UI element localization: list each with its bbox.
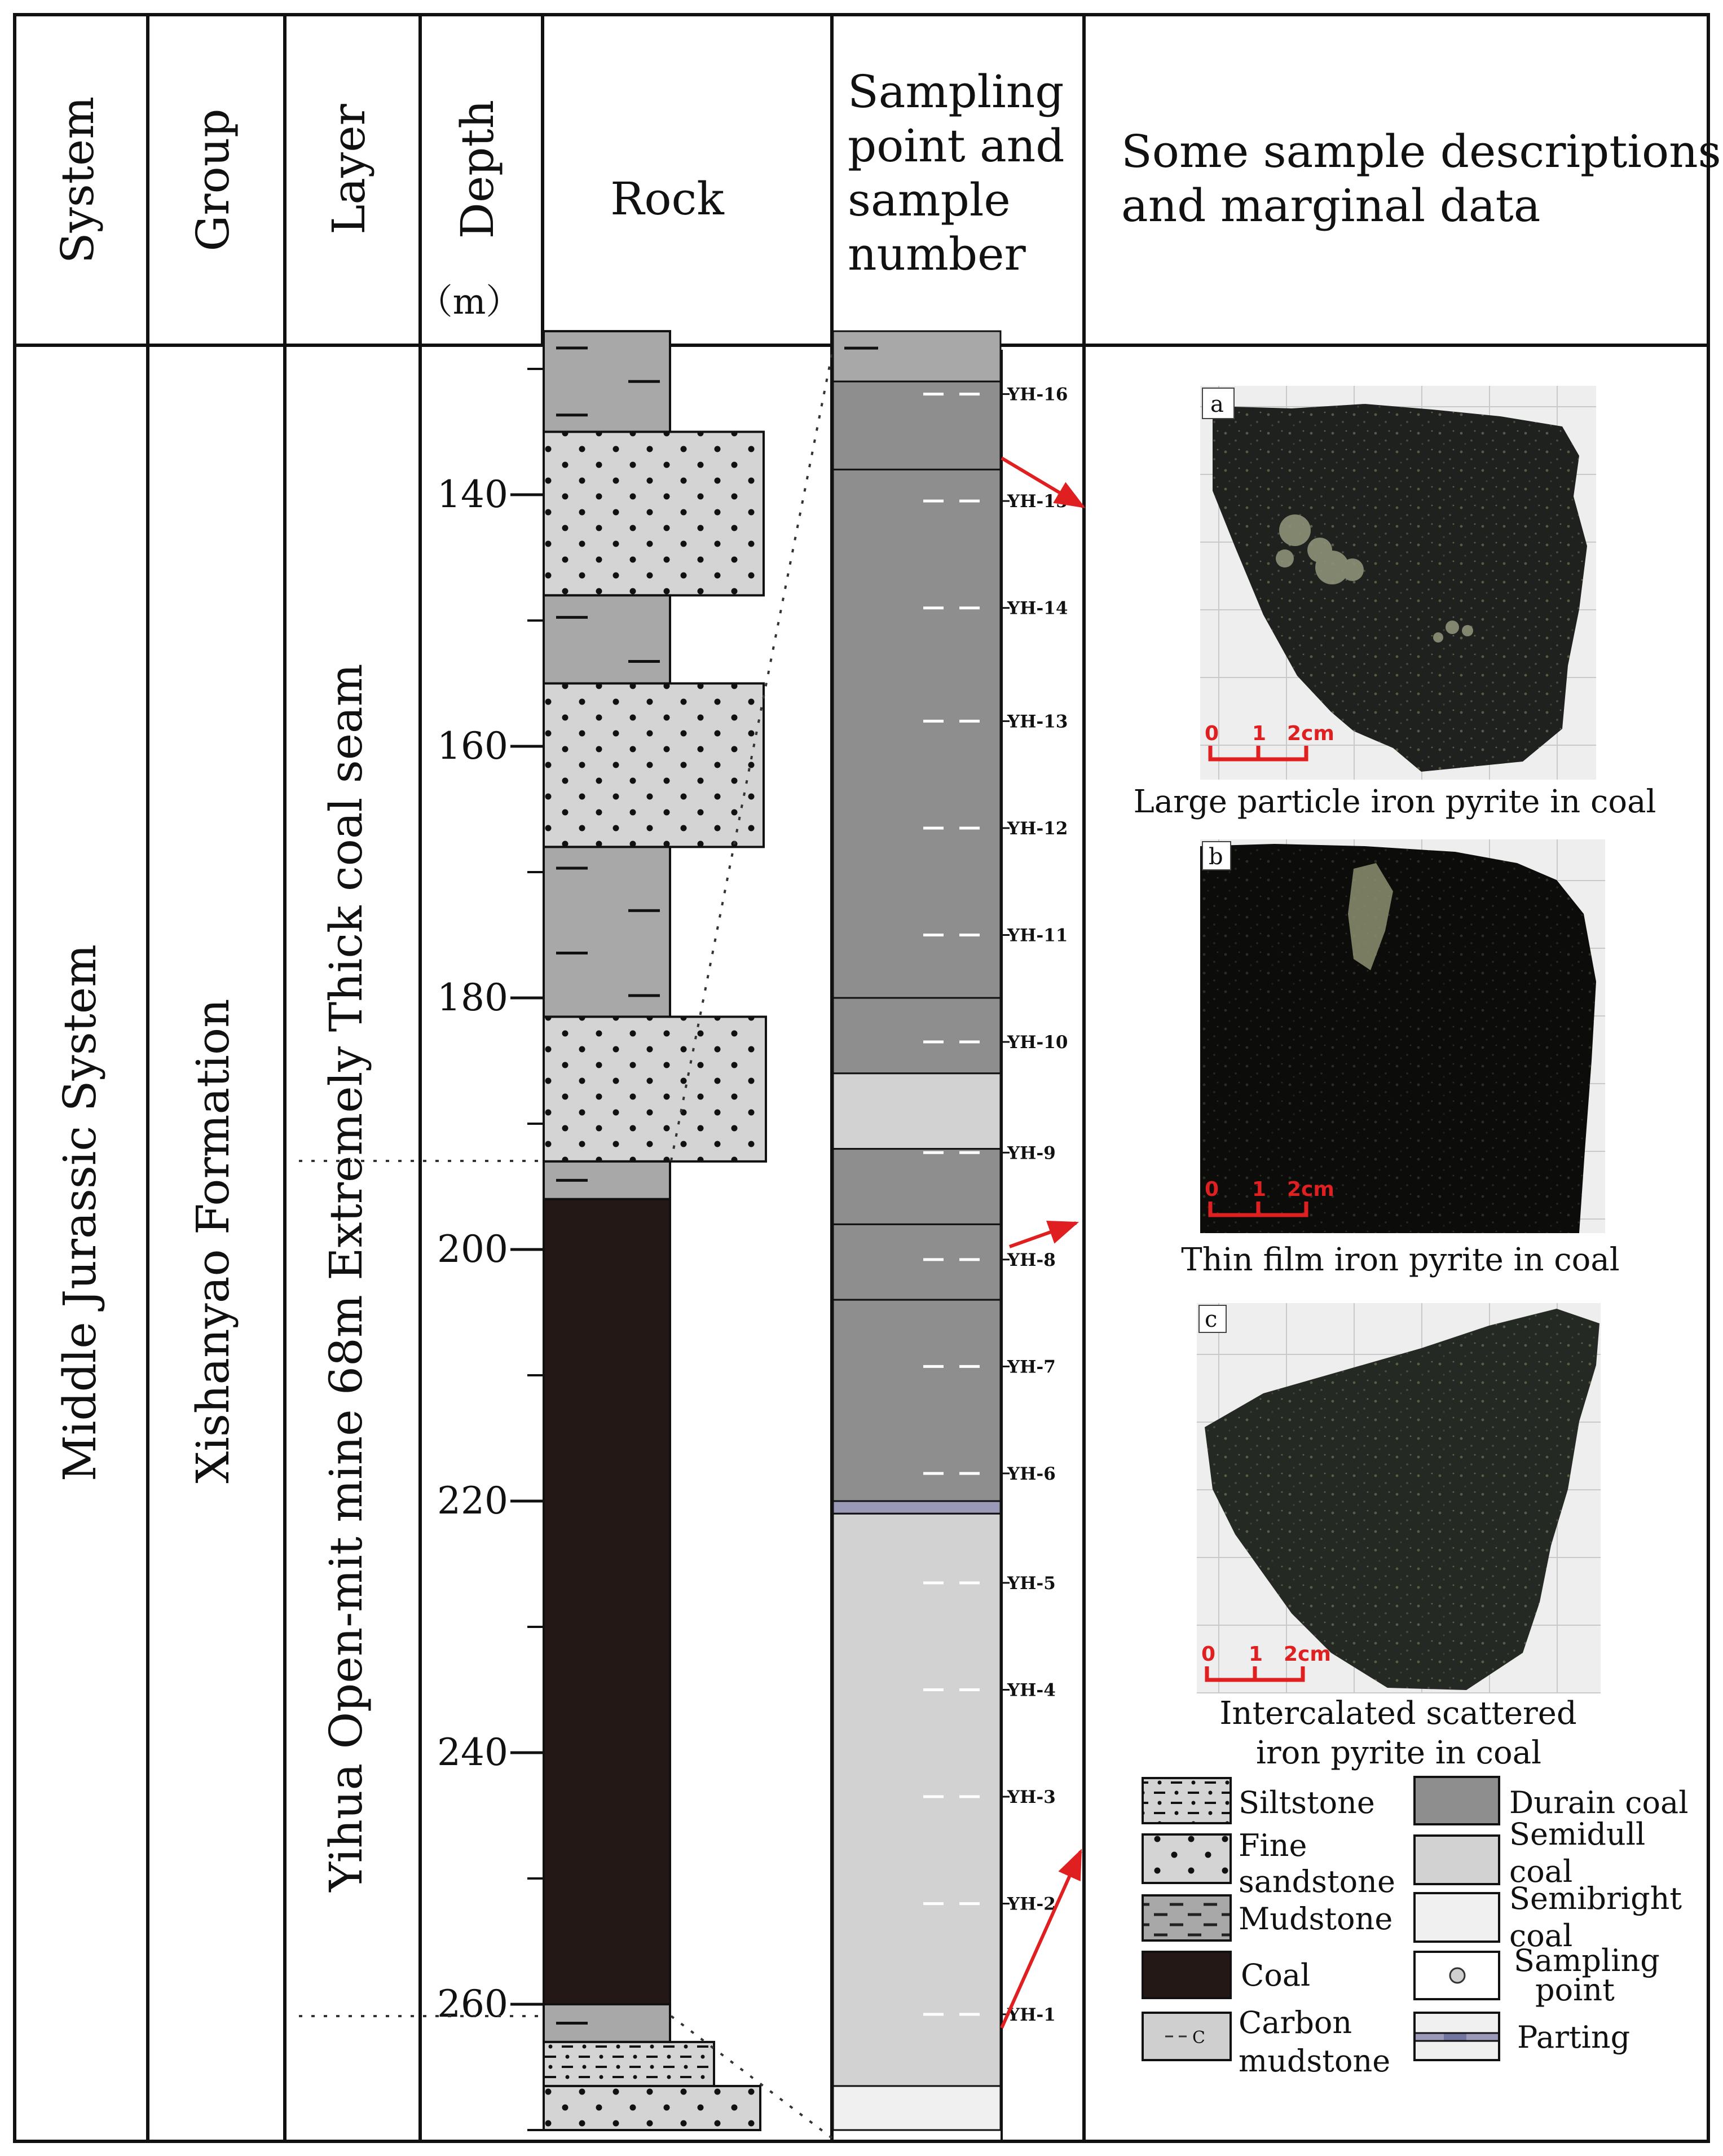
sample-label: YH-16 [1007, 384, 1068, 405]
photo-letter: b [1209, 844, 1223, 870]
photo-c [1197, 1303, 1601, 1693]
coal-layer-durain [833, 469, 1001, 998]
rock-layer-fine-sandstone [544, 684, 764, 847]
legend-swatch-mudstone [1143, 1895, 1231, 1941]
sample-label: YH-1 [1007, 2004, 1056, 2025]
legend-label-line: sandstone [1239, 1864, 1395, 1899]
rock-layer-coal [544, 1199, 670, 2004]
rock-layer-fine-sandstone [544, 1017, 766, 1161]
depth-axis [437, 369, 544, 2130]
scale-label: 1 [1252, 1178, 1267, 1201]
sample-label: YH-7 [1007, 1357, 1056, 1378]
photo-letter: a [1210, 391, 1224, 417]
depth-tick-label: 200 [437, 1227, 508, 1271]
sample-label: YH-5 [1007, 1573, 1056, 1594]
legend-swatch-coal [1143, 1952, 1231, 1998]
scale-label: 2cm [1287, 1178, 1334, 1201]
header-depth: Depth [451, 99, 504, 239]
depth-tick-label: 140 [437, 473, 508, 516]
scale-label: 0 [1205, 722, 1219, 745]
legend-label-sampling-point [1514, 1943, 1669, 2008]
scale-label: 2cm [1284, 1643, 1331, 1666]
legend-label-line: Carbon [1239, 2005, 1352, 2040]
sample-label: YH-3 [1007, 1787, 1056, 1808]
layer-label: Yihua Open-mit mine 68m Extremely Thick coal seam [320, 663, 372, 1892]
header-descriptions [1121, 125, 1723, 232]
coal-layer-durain [833, 1300, 1001, 1501]
legend-label-line: Sampling [1514, 1943, 1660, 1978]
legend-label-line: Semidull [1509, 1816, 1646, 1852]
photo-letter: c [1205, 1306, 1218, 1332]
system-label: Middle Jurassic System [54, 944, 106, 1482]
legend-label-carbon-mudstone [1239, 2005, 1390, 2079]
legend-label-mudstone: Mudstone [1239, 1901, 1393, 1937]
depth-tick-label: 180 [437, 976, 508, 1019]
header-group: Group [187, 108, 239, 252]
sample-label: YH-6 [1007, 1463, 1056, 1484]
caption-c [1219, 1695, 1587, 1771]
header-sampling-line: number [848, 228, 1026, 280]
legend-label-line: Semibright [1509, 1881, 1682, 1916]
scale-label: 1 [1252, 722, 1267, 745]
rock-layer-fine-sandstone [544, 432, 764, 596]
sample-label: YH-13 [1007, 711, 1068, 732]
sample-label: YH-4 [1007, 1680, 1056, 1701]
legend-label-siltstone: Siltstone [1239, 1785, 1375, 1820]
header-sampling-line: sample [848, 174, 1011, 226]
legend-label-semidull [1509, 1816, 1655, 1889]
coal-layer-parting [833, 1501, 1001, 1513]
legend-label-coal: Coal [1241, 1957, 1311, 1993]
legend-swatch-semibright [1414, 1893, 1499, 1942]
depth-tick-label: 220 [437, 1479, 508, 1523]
coal-layer-durain [833, 1149, 1001, 1225]
sample-label: YH-2 [1007, 1894, 1056, 1915]
legend-label-line: coal [1509, 1918, 1573, 1953]
caption-c-line: Intercalated scattered [1219, 1695, 1577, 1732]
sampling-point-icon [1450, 1968, 1465, 1983]
arrow-to-photo-c [1002, 1851, 1081, 2028]
coal-layer-semibright [833, 2086, 1001, 2130]
header-depth-unit: （m） [417, 281, 521, 322]
rock-layer-fine-sandstone [544, 2086, 760, 2130]
coal-layer-semidull [833, 1513, 1001, 2086]
coal-layer-semidull [833, 1073, 1001, 1149]
header-layer: Layer [323, 104, 375, 235]
photo-a [1200, 386, 1596, 780]
legend [1143, 1777, 1691, 2079]
header-descriptions-line: Some sample descriptions [1121, 125, 1721, 178]
header-system: System [51, 96, 104, 264]
sample-label: YH-8 [1007, 1249, 1056, 1270]
rock-layer-mudstone [544, 847, 670, 1017]
header-sampling-line: Sampling [848, 65, 1064, 118]
legend-swatch-fine-sandstone [1143, 1834, 1231, 1883]
header-sampling-line: point and [848, 120, 1065, 172]
legend-label-durain: Durain coal [1509, 1785, 1689, 1820]
scale-label: 0 [1201, 1643, 1216, 1666]
header-rock: Rock [610, 173, 724, 225]
rock-layer-siltstone [544, 2042, 714, 2086]
coal-layer-durain [833, 1224, 1001, 1300]
depth-tick-label: 160 [437, 724, 508, 768]
sample-label: YH-11 [1007, 925, 1068, 946]
caption-a: Large particle iron pyrite in coal [1133, 784, 1656, 820]
scale-label: 1 [1249, 1643, 1263, 1666]
legend-label-line: point [1535, 1972, 1615, 2008]
header-descriptions-line: and marginal data [1121, 179, 1541, 232]
legend-label-parting: Parting [1517, 2019, 1631, 2055]
legend-label-line: coal [1509, 1854, 1573, 1889]
sample-label: YH-15 [1007, 491, 1068, 512]
sample-label: YH-10 [1007, 1032, 1068, 1053]
table-header [51, 65, 1723, 322]
rock-layer-mudstone [544, 595, 670, 683]
legend-label-line: mudstone [1239, 2043, 1391, 2079]
caption-b: Thin film iron pyrite in coal [1181, 1242, 1620, 1278]
coal-layer-durain [833, 998, 1001, 1073]
sample-label: YH-12 [1007, 818, 1068, 839]
scale-label: 0 [1205, 1178, 1219, 1201]
group-label: Xishanyao Formation [187, 998, 239, 1484]
scale-label: 2cm [1287, 722, 1334, 745]
arrow-to-photo-b [1010, 1223, 1076, 1247]
depth-tick-label: 240 [437, 1731, 508, 1774]
legend-label-fine-sandstone [1239, 1828, 1395, 1899]
carbon-mark: C [1192, 2028, 1205, 2048]
rock-column [544, 331, 766, 2130]
legend-swatch-durain [1414, 1777, 1499, 1824]
sampling-column [833, 331, 1001, 2130]
sample-label: YH-9 [1007, 1143, 1056, 1164]
caption-c-line: iron pyrite in coal [1255, 1735, 1542, 1771]
photo-b [1200, 839, 1605, 1233]
legend-label-line: Fine [1239, 1828, 1307, 1863]
legend-swatch-siltstone [1143, 1778, 1231, 1823]
coal-layer-mudstone [833, 331, 1001, 381]
depth-tick-label: 260 [437, 1982, 508, 2026]
sample-label: YH-14 [1007, 598, 1068, 619]
legend-swatch-semidull [1414, 1836, 1499, 1884]
header-sampling [848, 65, 1079, 280]
